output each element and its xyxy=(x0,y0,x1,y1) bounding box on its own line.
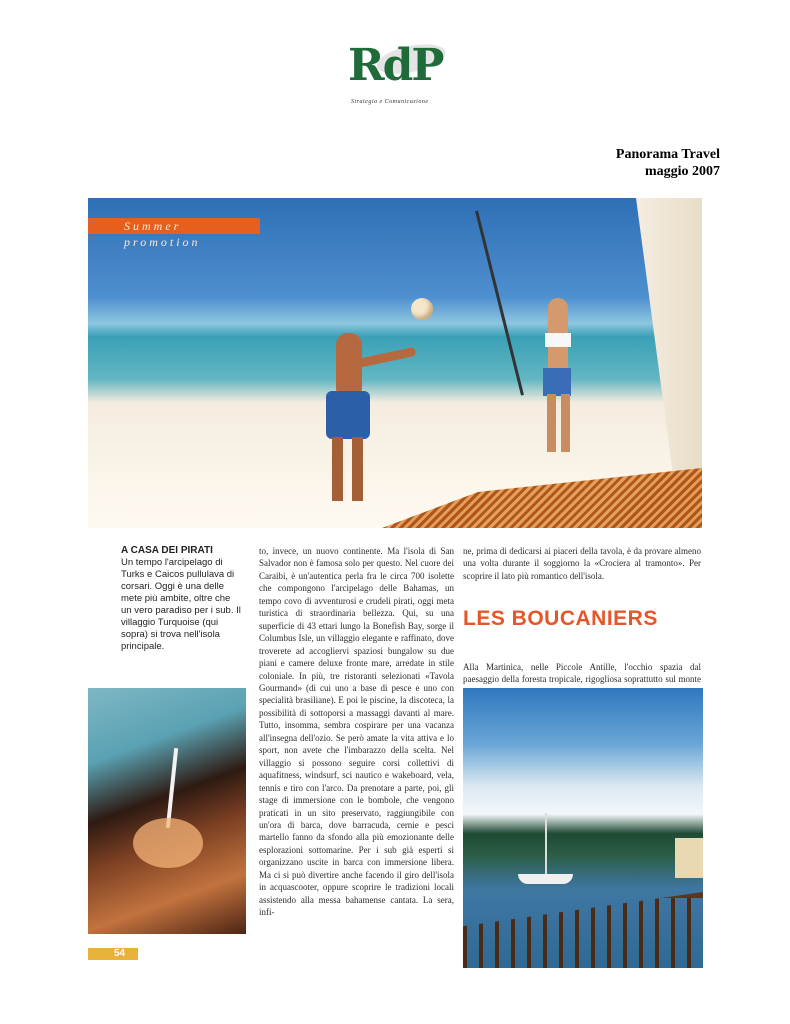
summer-promotion-banner: Summer promotion xyxy=(88,218,260,234)
hero-pole xyxy=(475,210,524,395)
boat-mast xyxy=(545,813,547,883)
hero-man-leg xyxy=(352,437,363,501)
straw xyxy=(166,748,178,828)
hero-man-leg xyxy=(332,437,343,501)
hero-man-torso xyxy=(336,333,362,393)
caption-text: Un tempo l'arcipelago di Turks e Caicos pullulava di corsari. Oggi è una delle mete più ambite, oltre che un vero paradiso per i sub. Il villaggio Turquoise (qui sopra) si trova nell'isola principale. xyxy=(121,557,241,652)
article-column-right-bottom: Alla Martinica, nelle Piccole Antille, l'occhio spazia dal paesaggio della foresta tropicale, rigogliosa soprattutto sul monte xyxy=(463,662,701,685)
hero-man-shorts xyxy=(326,391,370,439)
deck-railing xyxy=(463,892,703,968)
caption-title: A CASA DEI PIRATI xyxy=(121,545,213,556)
hero-net xyxy=(382,468,702,528)
harbor-house xyxy=(675,838,703,878)
source-info xyxy=(616,146,720,180)
logo xyxy=(348,40,448,110)
page-number: 54 xyxy=(88,948,138,960)
photo-drink xyxy=(88,688,246,934)
volleyball xyxy=(411,298,433,320)
glass xyxy=(133,818,203,868)
hero-woman-shorts xyxy=(543,368,571,396)
article-column-right-top: ne, prima di dedicarsi ai piaceri della tavola, è da provare almeno una volta durante il soggiorno la «Crociera al tramonto». Per scoprire il lato più romantico dell'isola. xyxy=(463,546,701,581)
publication-date: maggio 2007 xyxy=(644,164,720,179)
publication-name: Panorama Travel xyxy=(615,147,720,162)
boat xyxy=(518,874,573,884)
hero-man-arm xyxy=(356,347,417,368)
hero-woman-leg xyxy=(547,394,556,452)
logo-text: RdP xyxy=(348,40,443,91)
hero-woman-top xyxy=(545,333,571,347)
photo-caption xyxy=(121,545,243,653)
hero-woman xyxy=(533,298,583,458)
hero-man xyxy=(318,333,388,503)
photo-harbor xyxy=(463,688,703,968)
section-heading: LES BOUCANIERS xyxy=(463,607,658,630)
hero-woman-leg xyxy=(561,394,570,452)
article-column-middle: to, invece, un nuovo continente. Ma l'isola di San Salvador non è famosa solo per questo. Nel cuore dei Caraibi, è un'autentica perla fra le circa 700 isolette che compongono l'arcipelago delle Bahamas, un tempo covo di avventurosi e crudeli pirati, oggi meta turistica di straordinaria bellezza. Qui, su una superficie di 43 ettari lungo la Bonefish Bay, sorge il Columbus Isle, un villaggio elegante e raffinato, dove troverete ad accogliervi spaziosi bungalow su due piani e camere deluxe fronte mare, arredate in stile coloniale. In più, tre ristoranti selezionati «Tavola Gourmand» (di cui uno a base di pesce e uno con specialità brasiliane). E poi le piscine, la discoteca, la possibilità di sottoporsi a massaggi davanti al mare. Tutto, insomma, sembra cospirare per una vacanza all'insegna dell'ozio. Se però amate la vita attiva e lo sport, non avete che l'imbarazzo della scelta. Nel villaggio si possono seguire corsi collettivi di aquafitness, windsurf, sci nautico e wakeboard, vela, tennis e tiro con l'arco. Da prenotare a parte, poi, gli stage di immersione con le bombole, che vengono praticati in un sito preservato, raggiungibile con un'ora di barca, dove barracuda, cernie e pesci martello fanno da sfondo alla più emozionante delle esplorazioni sottomarine. Per i sub già esperti si organizzano uscite in barca con immersione libera. Ma ci si può divertire anche facendo il giro dell'isola in acquascooter, oppure scoprire le tradizioni locali assistendo alla messa bahamense cantata. La sera, infi- xyxy=(259,546,454,918)
logo-subtitle: Strategia e Comunicazione xyxy=(351,99,429,105)
